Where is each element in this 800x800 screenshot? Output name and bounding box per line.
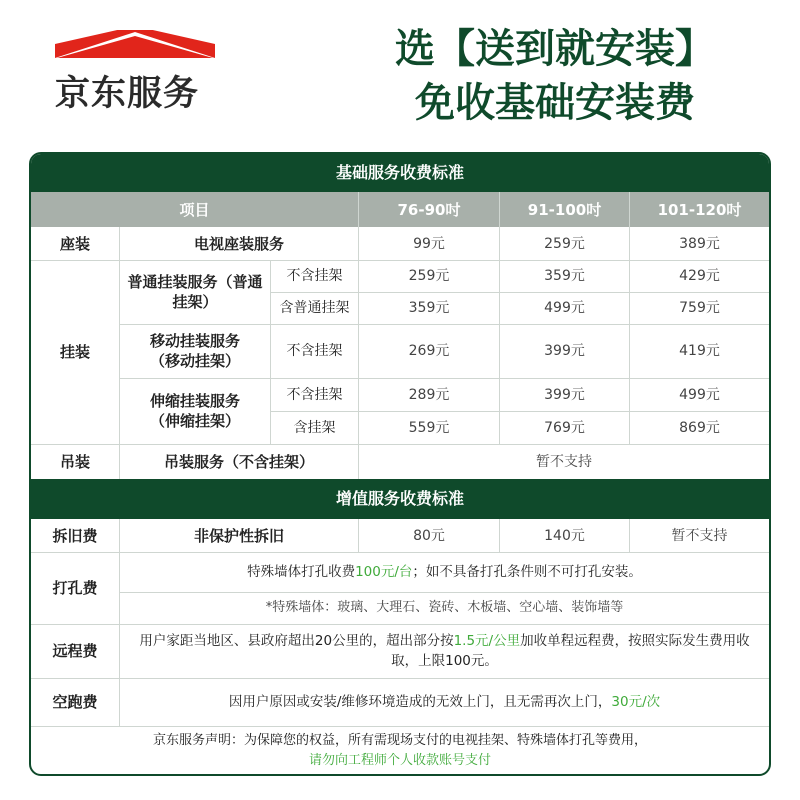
mobile-price-1: 269元: [408, 343, 450, 359]
special-wall-note: *特殊墙体：玻璃、大理石、瓷砖、木板墙、空心墙、装饰墙等: [265, 600, 624, 615]
category-remote: 远程费: [52, 642, 98, 660]
service-declaration: [31, 726, 769, 776]
divider: [119, 227, 120, 479]
mobile-hang-service-name: 移动挂装服务（移动挂架）: [149, 332, 240, 370]
declaration-line-2: 请勿向工程师个人收款账号支付: [308, 753, 491, 768]
divider: [31, 260, 769, 261]
pricing-card: [29, 152, 771, 776]
lift-service-name: 吊装服务（不含挂架）: [163, 452, 314, 471]
seat-price-3: 389元: [679, 235, 720, 252]
seat-service-name: 电视座装服务: [193, 234, 284, 253]
drill-fee-pre: 特殊墙体打孔收费: [247, 564, 356, 580]
divider: [499, 519, 500, 552]
normal-a-price-1: 259元: [408, 268, 450, 284]
telescopic-a-price-1: 289元: [408, 386, 450, 403]
headline-line-2: 免收基础安装费: [415, 80, 695, 126]
mobile-price-2: 399元: [544, 343, 585, 359]
drill-fee-text: [120, 552, 769, 592]
mobile-price-3: 419元: [679, 343, 720, 359]
category-lift: 吊装: [59, 452, 90, 471]
header-91-100: 91-100吋: [500, 192, 629, 227]
divider: [31, 726, 769, 727]
normal-b-price-1: 359元: [408, 300, 450, 316]
dismantle-price-3: 暂不支持: [671, 527, 728, 544]
category-drill: 打孔费: [52, 579, 98, 597]
basic-service-title: 基础服务收费标准: [31, 154, 769, 192]
divider: [270, 260, 271, 444]
divider: [629, 192, 630, 444]
header-101-120: 101-120吋: [630, 192, 769, 227]
divider: [31, 552, 769, 553]
remote-fee-text: [120, 624, 769, 678]
telescopic-opt-with-bracket: 含挂架: [293, 419, 336, 436]
seat-price-1: 99元: [413, 235, 445, 252]
divider: [499, 192, 500, 444]
normal-opt-with-bracket: 含普通挂架: [279, 300, 350, 316]
category-hang: 挂装: [59, 343, 90, 361]
telescopic-a-price-3: 499元: [679, 386, 720, 403]
divider: [271, 292, 769, 293]
category-seat: 座装: [59, 234, 90, 253]
value-added-service-title: 增值服务收费标准: [31, 479, 769, 519]
telescopic-b-price-3: 869元: [679, 419, 720, 436]
header-76-90: 76-90吋: [359, 192, 499, 227]
headline: [320, 22, 790, 130]
telescopic-b-price-2: 769元: [544, 419, 585, 436]
divider: [629, 519, 630, 552]
drill-fee-post: ；如不具备打孔条件则不可打孔安装。: [412, 564, 642, 580]
divider: [120, 378, 769, 379]
divider: [31, 444, 769, 445]
empty-trip-pre: 因用户原因或安装/维修环境造成的无效上门，且无需再次上门，: [228, 694, 612, 710]
divider: [119, 519, 120, 726]
normal-b-price-3: 759元: [679, 300, 720, 316]
normal-b-price-2: 499元: [544, 300, 585, 316]
header-item: 项目: [31, 192, 358, 227]
dismantle-price-1: 80元: [413, 527, 445, 544]
logo-text: 京东服务: [55, 74, 200, 114]
dismantle-price-2: 140元: [544, 527, 585, 544]
headline-line-1: 选【送到就安装】: [395, 26, 715, 72]
dismantle-service-name: 非保护性拆旧: [193, 526, 284, 545]
normal-a-price-2: 359元: [544, 268, 585, 284]
divider: [271, 411, 769, 412]
divider: [120, 324, 769, 325]
normal-a-price-3: 429元: [679, 268, 720, 284]
category-dismantle: 拆旧费: [52, 526, 98, 545]
normal-opt-without-bracket: 不含挂架: [286, 268, 343, 284]
lift-not-supported: 暂不支持: [536, 453, 592, 470]
roof-logo-icon: [55, 30, 215, 60]
divider: [358, 519, 359, 552]
empty-trip-highlight: 30元/次: [611, 694, 661, 710]
normal-hang-service-name: 普通挂装服务（普通挂架）: [127, 273, 263, 311]
remote-fee-post: 加收单程远程费，按照实际发生费用收取，上限100元。: [391, 633, 750, 669]
divider: [358, 192, 359, 479]
category-empty-trip: 空跑费: [52, 693, 98, 711]
remote-fee-highlight: 1.5元/公里: [453, 633, 521, 649]
telescopic-opt-without-bracket: 不含挂架: [286, 386, 343, 403]
telescopic-hang-service-name: 伸缩挂装服务（伸缩挂架）: [149, 392, 240, 430]
mobile-opt: 不含挂架: [286, 343, 343, 359]
divider: [31, 624, 769, 625]
jd-service-logo: [55, 30, 220, 114]
divider: [31, 678, 769, 679]
seat-price-2: 259元: [544, 235, 585, 252]
empty-trip-fee-text: [120, 678, 769, 726]
divider: [120, 592, 769, 593]
telescopic-a-price-2: 399元: [544, 386, 585, 403]
declaration-line-1: 京东服务声明：为保障您的权益，所有需现场支付的电视挂架、特殊墙体打孔等费用，: [152, 733, 647, 748]
telescopic-b-price-1: 559元: [408, 419, 450, 436]
remote-fee-pre: 用户家距当地区、县政府超出20公里的，超出部分按: [139, 633, 454, 649]
drill-fee-highlight: 100元/台: [355, 564, 413, 580]
